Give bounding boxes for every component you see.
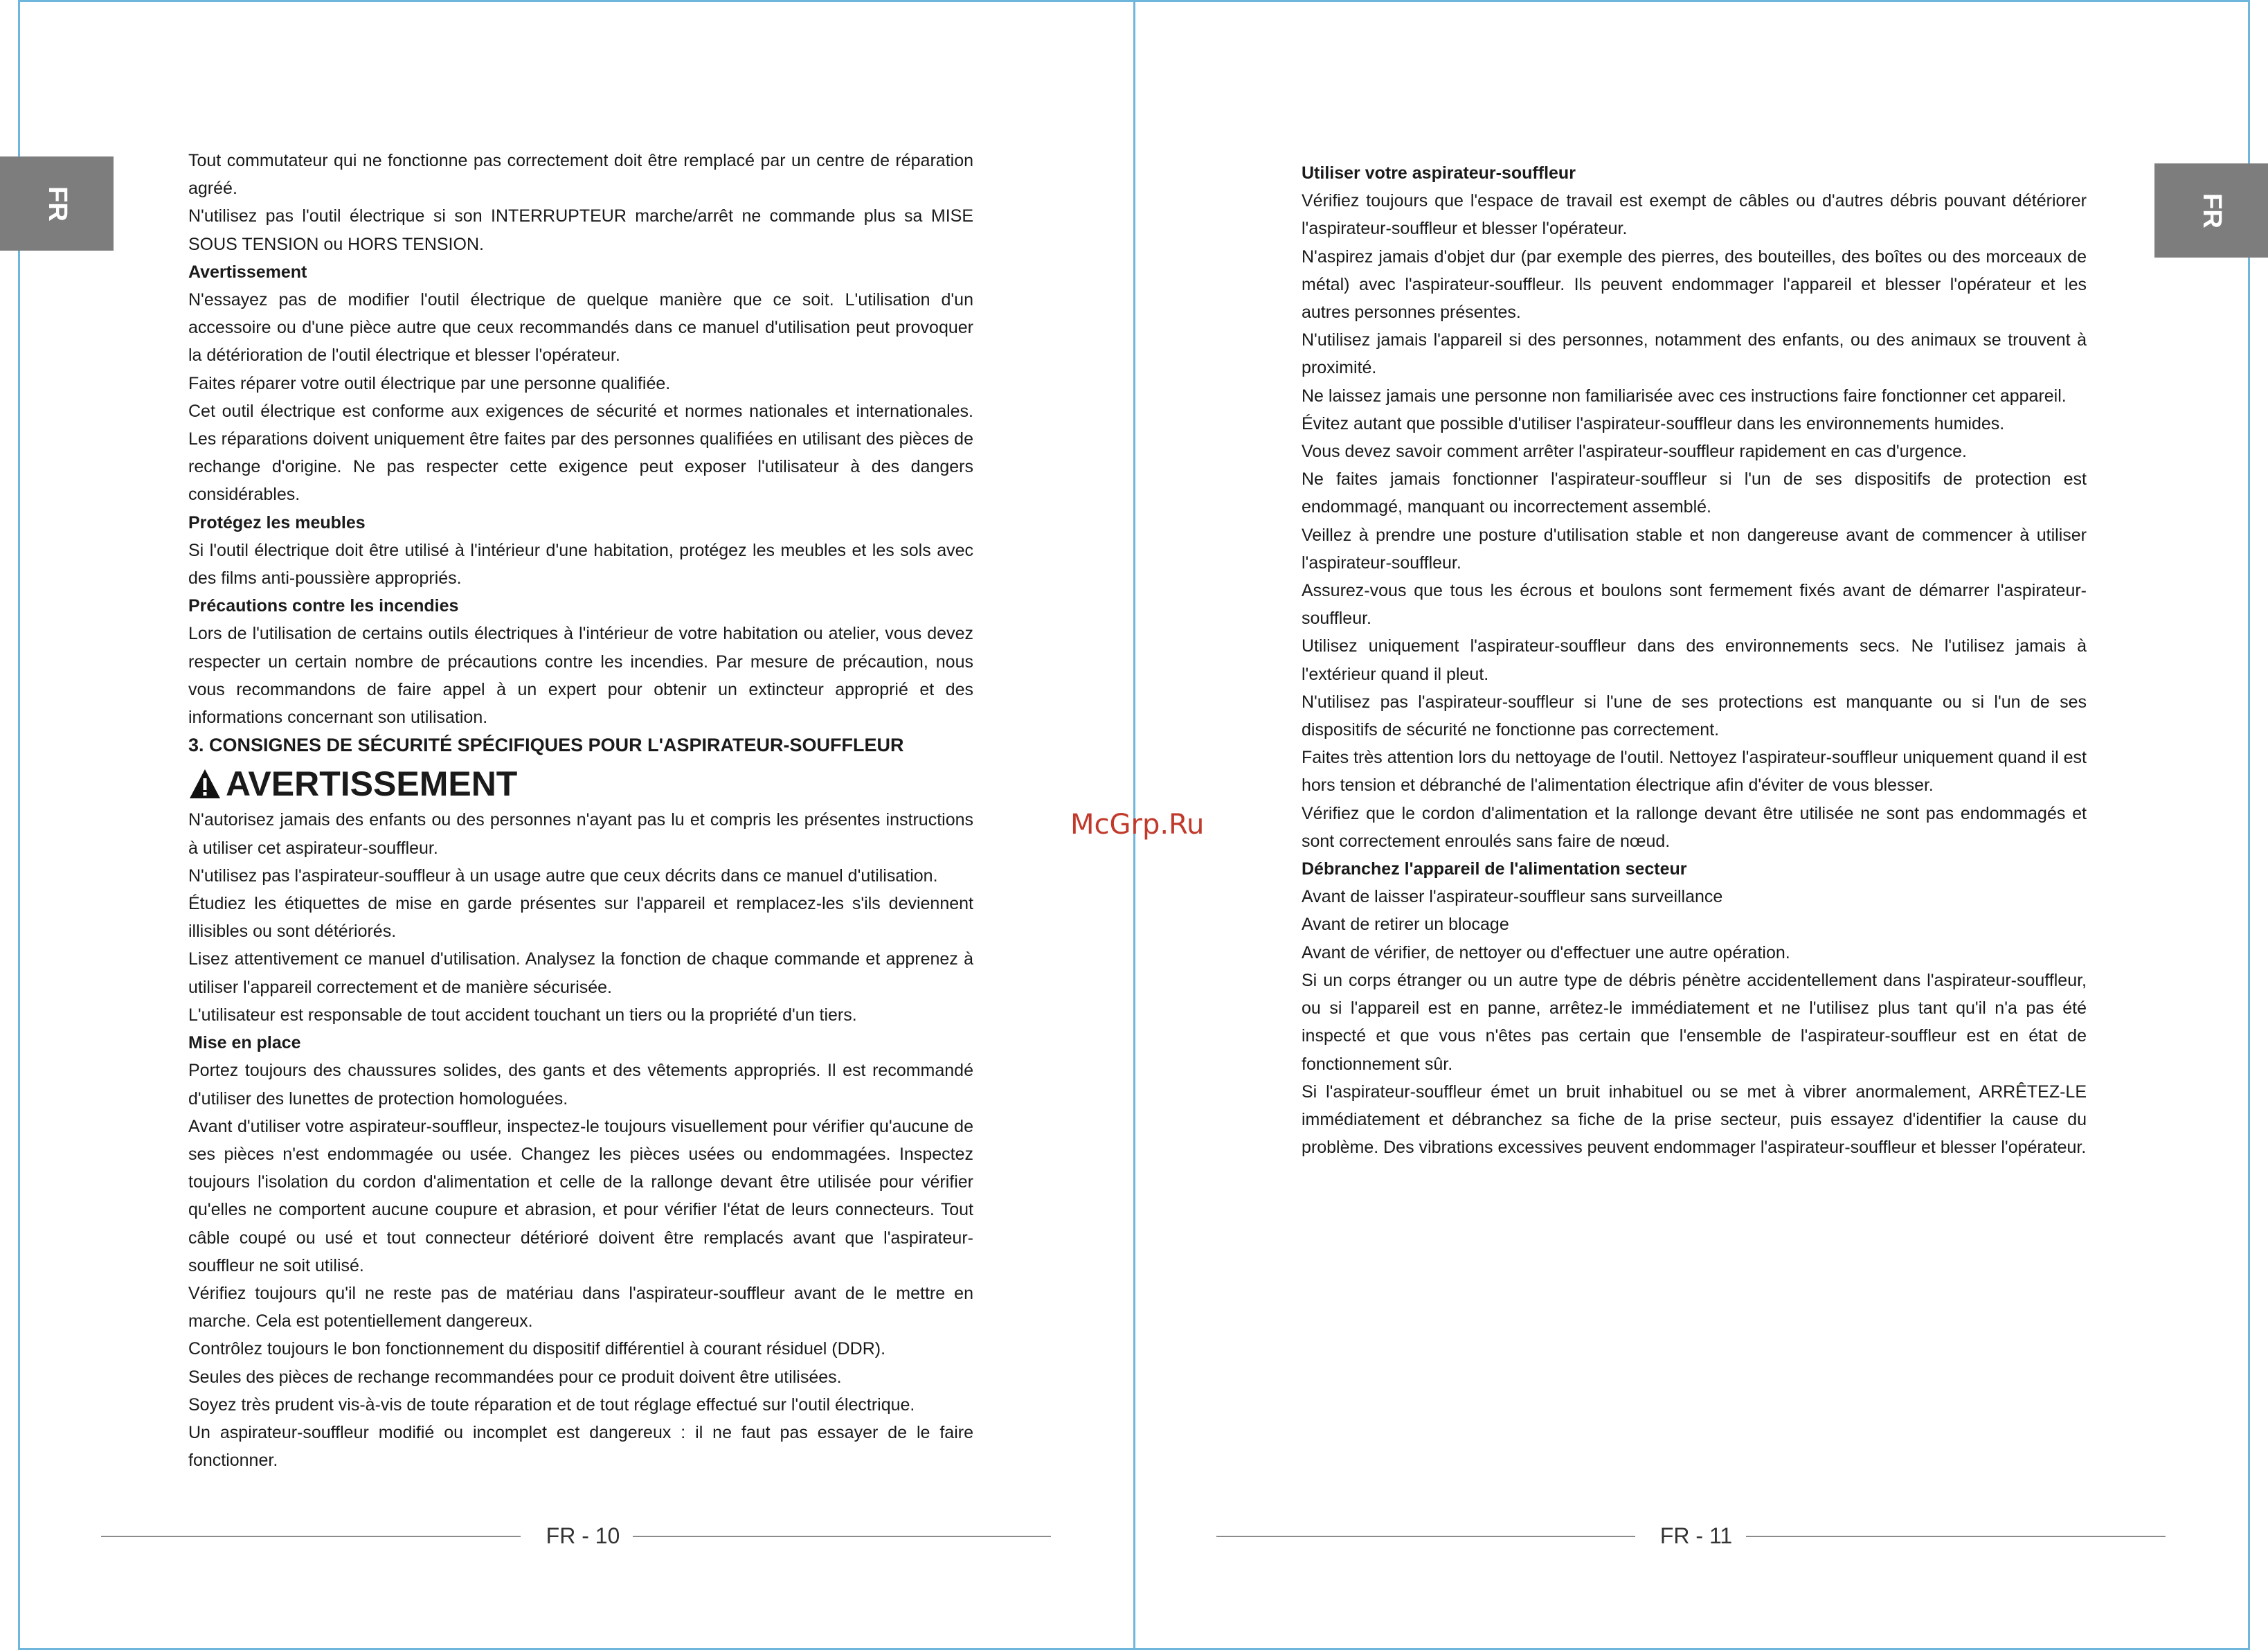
paragraph: Veillez à prendre une posture d'utilisation stable et non dangereuse avant de commencer à utiliser l'aspirateur-souffleur.: [1302, 525, 2087, 573]
paragraph: Un aspirateur-souffleur modifié ou incomplet est dangereux : il ne faut pas essayer de le faire fonctionner.: [188, 1422, 973, 1471]
paragraph: Faites réparer votre outil électrique par une personne qualifiée.: [188, 373, 671, 393]
paragraph: N'autorisez jamais des enfants ou des personnes n'ayant pas lu et compris les présentes instructions à utiliser cet aspirateur-souffleur.: [188, 810, 973, 858]
warning-title: AVERTISSEMENT: [226, 764, 518, 804]
paragraph: Avant de laisser l'aspirateur-souffleur sans surveillance: [1302, 887, 1723, 907]
paragraph: Si l'outil électrique doit être utilisé à l'intérieur d'une habitation, protégez les meubles et les sols avec des films anti-poussière appropriés.: [188, 540, 973, 589]
paragraph: Avant de vérifier, de nettoyer ou d'effectuer une autre opération.: [1302, 942, 1790, 962]
watermark: McGrp.Ru: [1070, 809, 1205, 841]
subheading: Utiliser votre aspirateur-souffleur: [1302, 163, 1576, 183]
paragraph: Évitez autant que possible d'utiliser l'aspirateur-souffleur dans les environnements humides.: [1302, 413, 2005, 433]
paragraph: Lisez attentivement ce manuel d'utilisation. Analysez la fonction de chaque commande et apprenez à utiliser l'appareil correctement et de manière sécurisée.: [188, 949, 973, 997]
left-page-content: [188, 147, 973, 1474]
page-number-right: FR - 11: [1659, 1523, 1733, 1548]
paragraph: Vérifiez toujours qu'il ne reste pas de matériau dans l'aspirateur-souffleur avant de le mettre en marche. Cela est potentiellement dangereux.: [188, 1283, 973, 1331]
paragraph: Avant d'utiliser votre aspirateur-souffleur, inspectez-le toujours visuellement pour vérifier qu'aucune de ses pièces n'est endommagée ou usée. Changez les pièces usées ou endommagées. Inspectez toujours l'isolation du cordon d'alimentation et celle de la rallonge devant être utilisée pour vérifier qu'elles ne comportent aucune coupure et abrasion, et pour vérifier l'état de leurs connecteurs. Tout câble coupé ou usé et tout connecteur détérioré doivent être remplacés avant que l'aspirateur-souffleur ne soit utilisé.: [188, 1116, 973, 1275]
language-tab-left-label: FR: [42, 186, 72, 222]
subheading: Précautions contre les incendies: [188, 596, 459, 616]
paragraph: Si un corps étranger ou un autre type de débris pénètre accidentellement dans l'aspirateur-souffleur, ou si l'appareil est en panne, arrêtez-le immédiatement et ne l'utilisez plus tant qu'il n'a pas été inspecté et que vous n'êtes pas certain que l'ensemble de l'aspirateur-souffleur est en état de fonctionnement sûr.: [1302, 970, 2087, 1074]
paragraph: Vous devez savoir comment arrêter l'aspirateur-souffleur rapidement en cas d'urgence.: [1302, 442, 1967, 462]
page-number-left: FR - 10: [546, 1523, 620, 1548]
footer-rule-right: [633, 1536, 1051, 1537]
language-tab-right: [2154, 163, 2268, 258]
paragraph: Contrôlez toujours le bon fonctionnement du dispositif différentiel à courant résiduel (DDR).: [188, 1339, 886, 1359]
language-tab-right-label: FR: [2197, 192, 2226, 228]
paragraph: Cet outil électrique est conforme aux exigences de sécurité et normes nationales et internationales. Les réparations doivent uniquement être faites par des personnes qualifiées en utilisant des pièces de rechange d'origine. Ne pas respecter cette exigence peut exposer l'utilisateur à des dangers considérables.: [188, 401, 973, 505]
paragraph: Soyez très prudent vis-à-vis de toute réparation et de tout réglage effectué sur l'outil électrique.: [188, 1395, 915, 1415]
paragraph: Portez toujours des chaussures solides, des gants et des vêtements appropriés. Il est recommandé d'utiliser des lunettes de protection homologuées.: [188, 1061, 973, 1109]
warning-banner: [188, 763, 973, 805]
paragraph: N'utilisez pas l'outil électrique si son INTERRUPTEUR marche/arrêt ne commande plus sa MISE SOUS TENSION ou HORS TENSION.: [188, 206, 973, 254]
paragraph: Vérifiez que le cordon d'alimentation et la rallonge devant être utilisée ne sont pas endommagés et sont correctement enroulés sans faire de nœud.: [1302, 803, 2087, 851]
subheading: Avertissement: [188, 262, 307, 282]
paragraph: Étudiez les étiquettes de mise en garde présentes sur l'appareil et remplacez-les s'ils deviennent illisibles ou sont détériorés.: [188, 894, 973, 942]
footer-rule-right: [1746, 1536, 2166, 1537]
paragraph: N'essayez pas de modifier l'outil électrique de quelque manière que ce soit. L'utilisation d'un accessoire ou d'une pièce autre que ceux recommandés dans ce manuel d'utilisation peut provoquer la détérioration de l'outil électrique et blesser l'opérateur.: [188, 290, 973, 366]
warning-triangle-icon: [188, 768, 222, 800]
paragraph: N'utilisez jamais l'appareil si des personnes, notamment des enfants, ou des animaux se trouvent à proximité.: [1302, 330, 2087, 378]
paragraph: N'aspirez jamais d'objet dur (par exemple des pierres, des bouteilles, des boîtes ou des morceaux de métal) avec l'aspirateur-souffleur. Ils peuvent endommager l'appareil et blesser l'opérateur et les autres personnes présentes.: [1302, 246, 2087, 323]
paragraph: Ne laissez jamais une personne non familiarisée avec ces instructions faire fonctionner cet appareil.: [1302, 386, 2067, 406]
footer-rule-left: [1216, 1536, 1635, 1537]
paragraph: N'utilisez pas l'aspirateur-souffleur à un usage autre que ceux décrits dans ce manuel d'utilisation.: [188, 866, 938, 886]
paragraph: Ne faites jamais fonctionner l'aspirateur-souffleur si l'un de ses dispositifs de protection est endommagé, manquant ou incorrectement assemblé.: [1302, 469, 2087, 517]
paragraph: Seules des pièces de rechange recommandées pour ce produit doivent être utilisées.: [188, 1367, 842, 1387]
paragraph: Vérifiez toujours que l'espace de travail est exempt de câbles ou d'autres débris pouvant détériorer l'aspirateur-souffleur et blesser l'opérateur.: [1302, 191, 2087, 239]
subheading: Débranchez l'appareil de l'alimentation secteur: [1302, 859, 1687, 879]
right-page-content: [1302, 159, 2087, 1161]
paragraph: Lors de l'utilisation de certains outils électriques à l'intérieur de votre habitation ou atelier, vous devez respecter un certain nombre de précautions contre les incendies. Par mesure de précaution, nous vous recommandons de faire appel à un expert pour obtenir un extincteur approprié et des informations concernant son utilisation.: [188, 624, 973, 728]
paragraph: Avant de retirer un blocage: [1302, 915, 1509, 935]
language-tab-left: [0, 156, 114, 251]
page-footer-right: [1135, 1522, 2268, 1550]
page-footer-left: [0, 1522, 1135, 1550]
paragraph: Faites très attention lors du nettoyage de l'outil. Nettoyez l'aspirateur-souffleur uniquement quand il est hors tension et débranché de l'alimentation électrique afin d'éviter de vous blesser.: [1302, 748, 2087, 796]
paragraph: Utilisez uniquement l'aspirateur-souffleur dans des environnements secs. Ne l'utilisez jamais à l'extérieur quand il pleut.: [1302, 636, 2087, 684]
section-title: 3. CONSIGNES DE SÉCURITÉ SPÉCIFIQUES POUR L'ASPIRATEUR-SOUFFLEUR: [188, 735, 904, 756]
paragraph: Tout commutateur qui ne fonctionne pas correctement doit être remplacé par un centre de réparation agréé.: [188, 151, 973, 199]
paragraph: L'utilisateur est responsable de tout accident touchant un tiers ou la propriété d'un tiers.: [188, 1005, 857, 1025]
paragraph: Si l'aspirateur-souffleur émet un bruit inhabituel ou se met à vibrer anormalement, ARRÊTEZ-LE immédiatement et débranchez sa fiche de la prise secteur, puis essayez d'identifier la cause du problème. Des vibrations excessives peuvent endommager l'aspirateur-souffleur et blesser l'opérateur.: [1302, 1082, 2087, 1158]
subheading: Protégez les meubles: [188, 512, 366, 532]
paragraph: N'utilisez pas l'aspirateur-souffleur si l'une de ses protections est manquante ou si l'un de ses dispositifs de sécurité ne fonctionne pas correctement.: [1302, 692, 2087, 740]
footer-rule-left: [101, 1536, 521, 1537]
paragraph: Assurez-vous que tous les écrous et boulons sont fermement fixés avant de démarrer l'aspirateur-souffleur.: [1302, 581, 2087, 629]
subheading: Mise en place: [188, 1033, 301, 1053]
